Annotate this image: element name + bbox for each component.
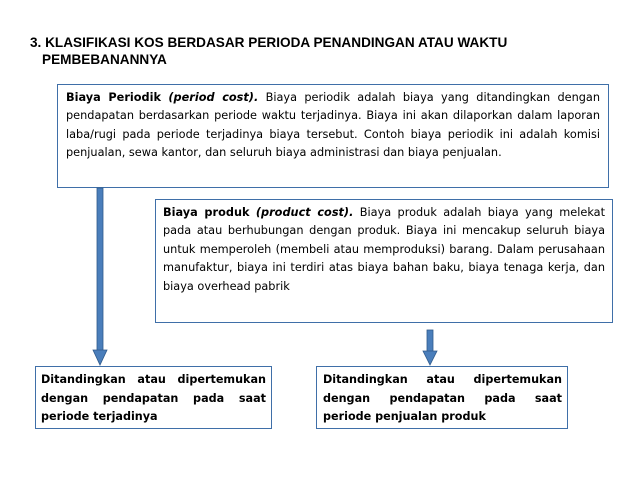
- heading-line-1: 3. KLASIFIKASI KOS BERDASAR PERIODA PENANDINGAN ATAU WAKTU: [30, 35, 508, 50]
- product-cost-arrow: [422, 330, 438, 366]
- period-cost-arrow: [92, 188, 108, 366]
- product-cost-matching-text: Ditandingkan atau dipertemukan dengan pendapatan pada saat periode penjualan produk: [323, 373, 562, 423]
- period-cost-matching-text: Ditandingkan atau dipertemukan dengan pendapatan pada saat periode terjadinya: [41, 373, 266, 423]
- product-cost-matching-box: [316, 366, 568, 429]
- product-cost-arrow-shaft: [427, 330, 433, 352]
- period-cost-matching-box: [35, 366, 272, 429]
- product-cost-term: Biaya produk: [163, 206, 250, 219]
- product-cost-box: [155, 199, 613, 323]
- period-cost-arrow-head: [93, 350, 107, 365]
- period-cost-box: [57, 84, 609, 188]
- period-cost-term: Biaya Periodik: [66, 91, 162, 104]
- product-cost-arrow-head: [423, 351, 437, 365]
- slide-heading: [30, 34, 620, 68]
- period-cost-term-english: (period cost).: [168, 91, 259, 104]
- product-cost-term-english: (product cost).: [255, 206, 354, 219]
- period-cost-description: Biaya periodik adalah biaya yang ditandingkan dengan pendapatan berdasarkan periode waktu terjadinya. Biaya ini akan dilaporkan dalam laporan laba/rugi pada periode terjadinya biaya tersebut. Contoh biaya periodik ini adalah komisi penjualan, sewa kantor, dan seluruh biaya administrasi dan biaya penjualan.: [66, 91, 601, 160]
- heading-line-2: PEMBEBANANNYA: [42, 52, 167, 67]
- period-cost-arrow-shaft: [97, 188, 103, 351]
- product-cost-description: Biaya produk adalah biaya yang melekat pada atau berhubungan dengan produk. Biaya ini mencakup seluruh biaya untuk memperoleh (membeli atau memproduksi) barang. Dalam perusahaan manufaktur, biaya ini terdiri atas biaya bahan baku, biaya tenaga kerja, dan biaya overhead pabrik: [163, 206, 606, 293]
